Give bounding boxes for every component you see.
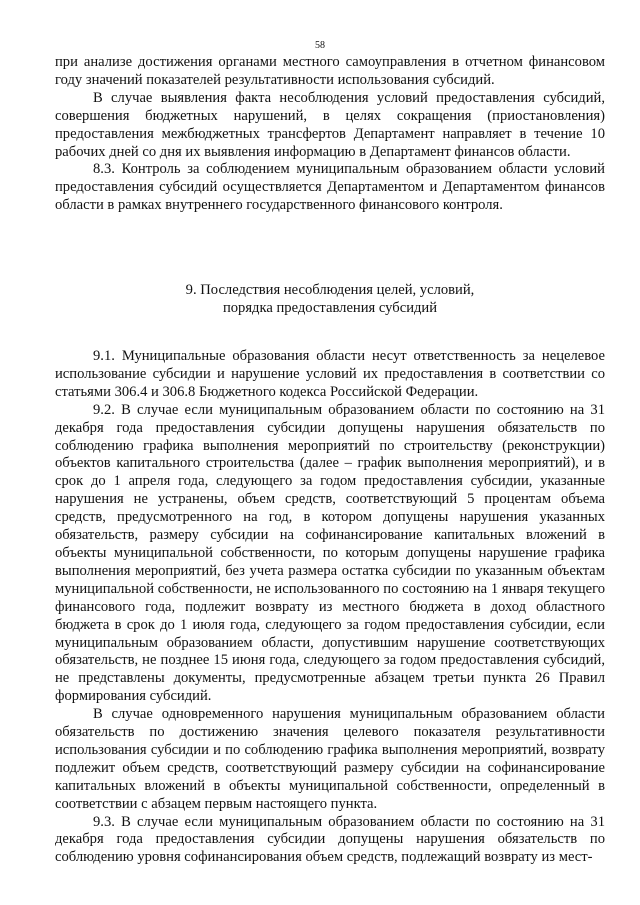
paragraph-violation-notice: В случае выявления факта несоблюдения условий предоставления субсидий, совершения бюджетных нарушений, в целях сокращения (приостановления) предоставления межбюджетных трансфертов Департамент направляет в течение 10 рабочих дней со дня их выявления информацию в Департамент финансов области. (55, 89, 605, 160)
paragraph-continuation: при анализе достижения органами местного самоуправления в отчетном финансовом году значений показателей результативности использования субсидий. (55, 54, 605, 88)
paragraph-9-1: 9.1. Муниципальные образования области несут ответственность за нецелевое использование субсидии и нарушение условий их предоставления в соответствии со статьями 306.4 и 306.8 Бюджетного кодекса Российской Федерации. (55, 348, 605, 400)
top-text-block (55, 54, 605, 215)
section-heading (55, 281, 605, 317)
paragraph-9-3: 9.3. В случае если муниципальным образованием области по состоянию на 31 декабря года предоставления субсидии допущены нарушения обязательств по соблюдению уровня софинансирования объем средств, подлежащий возврату из мест- (55, 813, 605, 866)
paragraph-9-2: 9.2. В случае если муниципальным образованием области по состоянию на 31 декабря года предоставления субсидии допущены нарушения обязательств по соблюдению графика выполнения мероприятий по строительству (реконструкции) объектов капитального строительства (далее – график выполнения мероприятий), и в срок до 1 апреля года, следующего за годом предоставления субсидии, указанные нарушения не устранены, объем средств, соответствующий 5 процентам объема средств, предусмотренного на год, в котором допущены нарушения указанных обязательств, размеру субсидии на софинансирование капитальных вложений в объекты муниципальной собственности, по которым допущены нарушение графика выполнения мероприятий, без учета размера остатка субсидии по указанным объектам муниципальной собственности, не использованного по состоянию на 1 января текущего финансового года, подлежит возврату из местного бюджета в доход областного бюджета в срок до 1 июля года, следующего за годом предоставления субсидии, если муниципальным образованием области, допустившим нарушение соответствующих обязательств, не позднее 15 июня года, следующего за годом предоставления субсидий, не представлены документы, предусмотренные абзацем третьи пункта 26 Правил формирования субсидий. (55, 401, 605, 705)
section-text-block (55, 348, 605, 867)
paragraph-8-3: 8.3. Контроль за соблюдением муниципальным образованием области условий предоставления субсидий осуществляется Департаментом и Департаментом финансов области в рамках внутреннего государственного финансового контроля. (55, 161, 605, 214)
section-heading-line-2: порядка предоставления субсидий (222, 300, 438, 316)
page-number: 58 (315, 40, 325, 51)
paragraph-simultaneous-violation: В случае одновременного нарушения муниципальным образованием области обязательств по достижению значения целевого показателя результативности использования субсидии и по соблюдению графика выполнения мероприятий, возврату подлежит объем средств, соответствующий размеру субсидии на софинансирование капитальных вложений в объекты муниципальной собственности, определенный в соответствии с абзацем первым настоящего пункта. (55, 706, 605, 812)
section-heading-line-1: 9. Последствия несоблюдения целей, условий, (185, 282, 475, 298)
